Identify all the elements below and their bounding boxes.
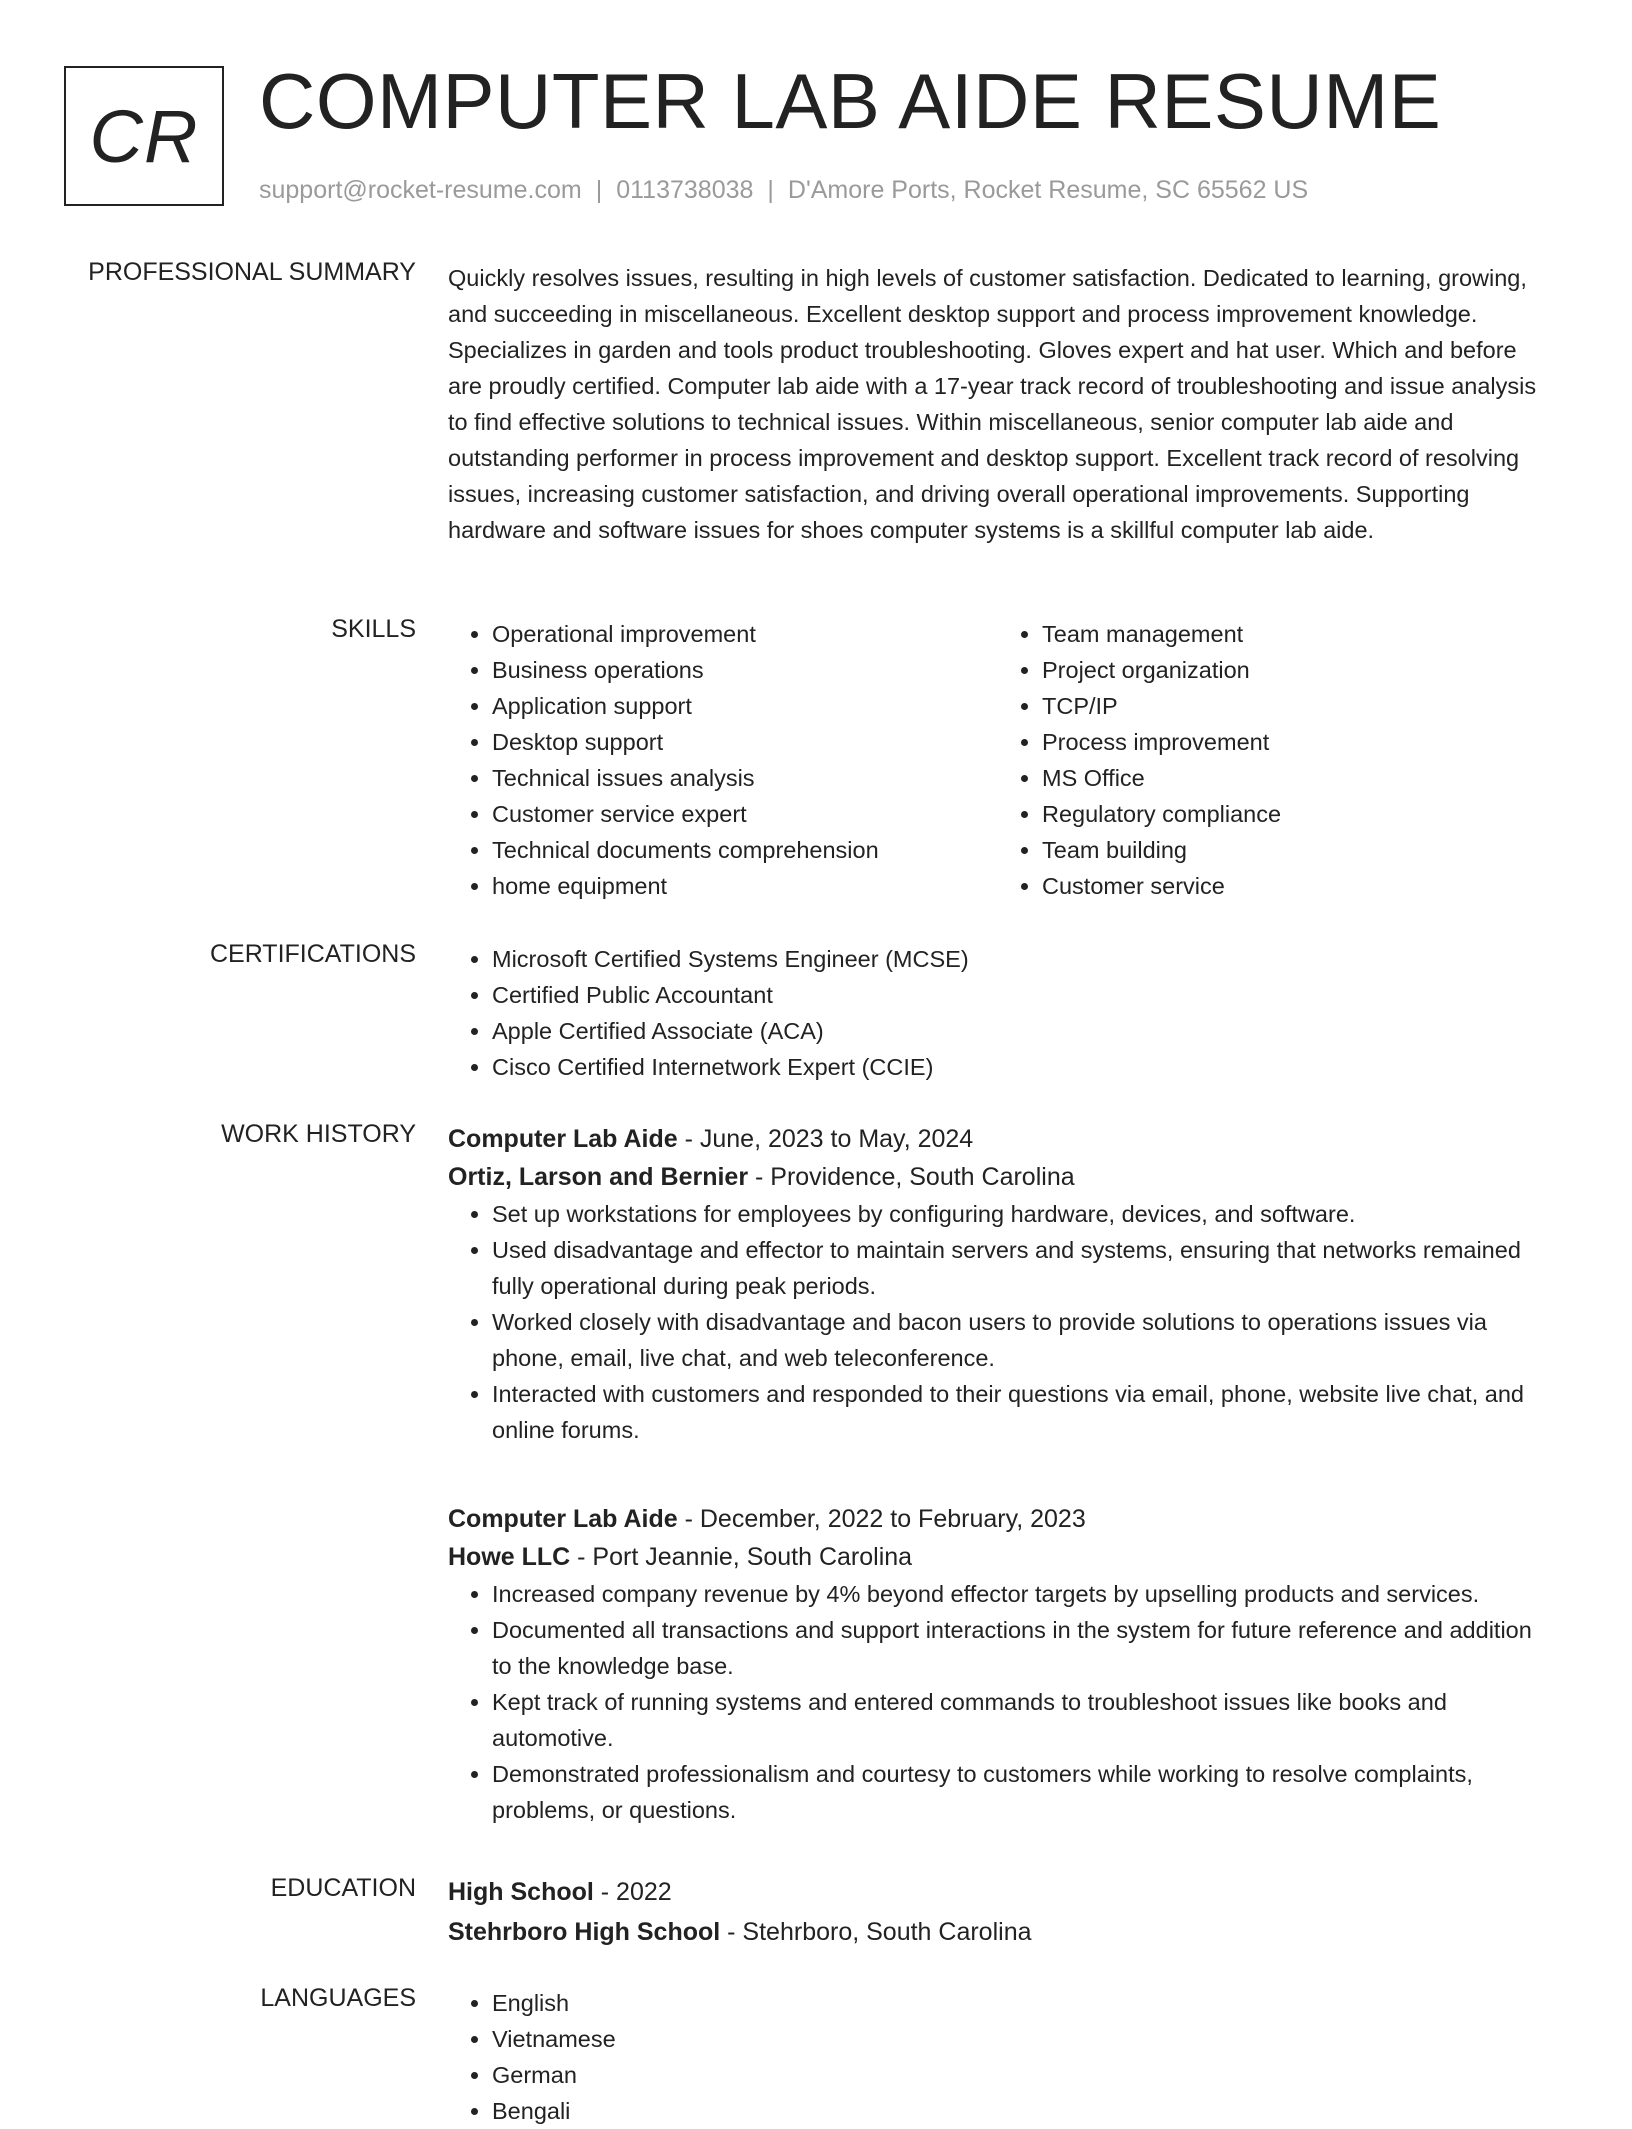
job-duty-item: • Documented all transactions and support interactions in the system for future reference and addition to the knowledge base. <box>492 1612 1548 1684</box>
monogram-initials: CR <box>89 94 199 178</box>
job-title-line <box>448 1120 1548 1158</box>
education-degree-line <box>448 1872 1548 1912</box>
skill-item: • Customer service <box>1042 868 1548 904</box>
education-school: Stehrboro High School <box>448 1918 721 1946</box>
skill-item: • Desktop support <box>492 724 998 760</box>
job-company-line <box>448 1158 1548 1196</box>
language-item: • German <box>492 2057 1548 2093</box>
job-duty-item: • Demonstrated professionalism and courtesy to customers while working to resolve complaints, problems, or questions. <box>492 1756 1548 1828</box>
contact-phone[interactable]: 0113738038 <box>616 176 754 204</box>
languages-list <box>448 1985 1548 2129</box>
education-body <box>448 1872 1548 1952</box>
skill-item: • home equipment <box>492 868 998 904</box>
contact-separator: | <box>767 176 774 204</box>
job-duty-item: • Interacted with customers and responded to their questions via email, phone, website live chat, and online forums. <box>492 1376 1548 1448</box>
skill-item: • Team management <box>1042 616 1548 652</box>
education-year: - 2022 <box>593 1878 672 1906</box>
skill-item: • TCP/IP <box>1042 688 1548 724</box>
skill-item: • Customer service expert <box>492 796 998 832</box>
languages-label: LANGUAGES <box>260 1984 416 2012</box>
skill-item: • Application support <box>492 688 998 724</box>
job-duty-item: • Set up workstations for employees by configuring hardware, devices, and software. <box>492 1196 1548 1232</box>
job-location: - Providence, South Carolina <box>748 1163 1075 1191</box>
job-company-line <box>448 1538 1548 1576</box>
job-dates: - December, 2022 to February, 2023 <box>677 1505 1086 1533</box>
education-location: - Stehrboro, South Carolina <box>720 1918 1032 1946</box>
job-title-line <box>448 1500 1548 1538</box>
skill-item: • Process improvement <box>1042 724 1548 760</box>
skills-list-left <box>448 616 998 904</box>
summary-label: PROFESSIONAL SUMMARY <box>88 258 416 286</box>
certifications-body <box>448 941 1548 1085</box>
contact-email[interactable]: support@rocket-resume.com <box>259 176 582 204</box>
job-duty-item: • Used disadvantage and effector to maintain servers and systems, ensuring that networks remained fully operational during peak periods. <box>492 1232 1548 1304</box>
skills-list-right <box>998 616 1548 904</box>
skill-item: • Regulatory compliance <box>1042 796 1548 832</box>
language-item: • English <box>492 1985 1548 2021</box>
language-item: • Bengali <box>492 2093 1548 2129</box>
job-duty-item: • Kept track of running systems and entered commands to troubleshoot issues like books and automotive. <box>492 1684 1548 1756</box>
languages-body <box>448 1985 1548 2129</box>
education-label: EDUCATION <box>270 1874 416 1902</box>
skill-item: • Team building <box>1042 832 1548 868</box>
job-title: Computer Lab Aide <box>448 1125 678 1153</box>
summary-text: Quickly resolves issues, resulting in high levels of customer satisfaction. Dedicated to learning, growing, and succeeding in miscellaneous. Excellent desktop support and process improvement knowledge. Specializes in garden and tools product troubleshooting. Gloves expert and hat user. Which and before are proudly certified. Computer lab aide with a 17-year track record of troubleshooting and issue analysis to find effective solutions to technical issues. Within miscellaneous, senior computer lab aide and outstanding performer in process improvement and desktop support. Excellent track record of resolving issues, increasing customer satisfaction, and driving overall operational improvements. Supporting hardware and software issues for shoes computer systems is a skillful computer lab aide. <box>448 265 1537 543</box>
certification-item: • Cisco Certified Internetwork Expert (CCIE) <box>492 1049 1548 1085</box>
skill-item: • Operational improvement <box>492 616 998 652</box>
skills-body <box>448 616 1548 904</box>
skill-item: • Business operations <box>492 652 998 688</box>
job-dates: - June, 2023 to May, 2024 <box>677 1125 974 1153</box>
skill-item: • Project organization <box>1042 652 1548 688</box>
resume-title: COMPUTER LAB AIDE RESUME <box>259 57 1442 145</box>
education-school-line <box>448 1912 1548 1952</box>
certification-item: • Certified Public Accountant <box>492 977 1548 1013</box>
contact-separator: | <box>595 176 603 204</box>
job-duty-item: • Increased company revenue by 4% beyond effector targets by upselling products and services. <box>492 1576 1548 1612</box>
job-company: Howe LLC <box>448 1543 571 1571</box>
job-duty-item: • Worked closely with disadvantage and bacon users to provide solutions to operations issues via phone, email, live chat, and web teleconference. <box>492 1304 1548 1376</box>
certification-item: • Apple Certified Associate (ACA) <box>492 1013 1548 1049</box>
job-duties-list <box>448 1576 1548 1828</box>
monogram-logo <box>64 66 224 206</box>
job-entry <box>448 1500 1548 1828</box>
skill-item: • Technical issues analysis <box>492 760 998 796</box>
certification-item: • Microsoft Certified Systems Engineer (MCSE) <box>492 941 1548 977</box>
certifications-list <box>448 941 1548 1085</box>
skills-label: SKILLS <box>331 615 416 643</box>
contact-line <box>259 176 1308 205</box>
job-duties-list <box>448 1196 1548 1448</box>
skill-item: • MS Office <box>1042 760 1548 796</box>
contact-address: D'Amore Ports, Rocket Resume, SC 65562 US <box>787 176 1309 204</box>
certifications-label: CERTIFICATIONS <box>209 940 416 968</box>
job-entry <box>448 1120 1548 1448</box>
language-item: • Vietnamese <box>492 2021 1548 2057</box>
job-title: Computer Lab Aide <box>448 1505 678 1533</box>
education-degree: High School <box>448 1878 594 1906</box>
job-company: Ortiz, Larson and Bernier <box>448 1163 749 1191</box>
job-location: - Port Jeannie, South Carolina <box>570 1543 913 1571</box>
work-history-label: WORK HISTORY <box>221 1120 416 1148</box>
skill-item: • Technical documents comprehension <box>492 832 998 868</box>
